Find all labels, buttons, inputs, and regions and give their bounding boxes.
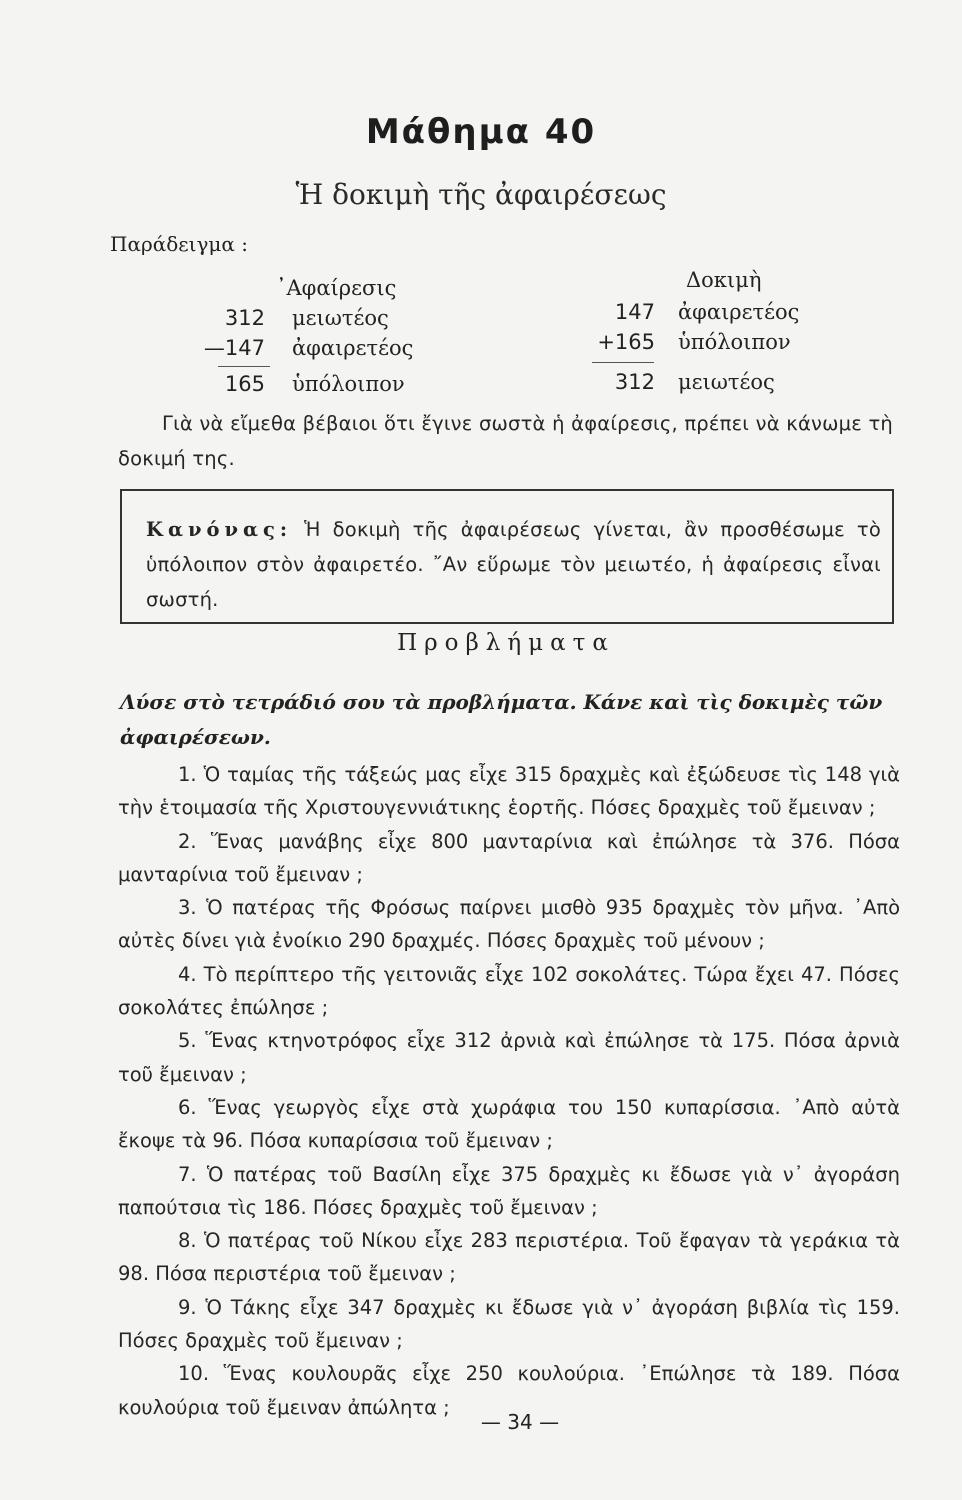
left-row-1-num: 312: [224, 306, 265, 330]
rule-text: Ἡ δοκιμὴ τῆς ἀφαιρέσεως γίνεται, ἂν προσθέσωμε τὸ ὑπόλοιπον στὸν ἀφαιρετέο. ῎Αν εὕρωμε τὸν μειωτέο, ἡ ἀφαίρεσις εἶναι σωστή.: [146, 518, 881, 611]
left-row-3-num: 165: [224, 372, 265, 396]
example-label: Παράδειγμα :: [110, 232, 249, 256]
left-row-2-num: —147: [203, 336, 265, 360]
check-heading: Δοκιμὴ: [686, 268, 762, 292]
left-row-1-word: μειωτέος: [292, 306, 389, 330]
subtraction-heading: ᾿Αφαίρεσις: [276, 276, 397, 300]
right-sum-line: [592, 362, 654, 363]
right-row-3-num: 312: [614, 370, 655, 394]
right-row-1-word: ἀφαιρετέος: [678, 300, 800, 324]
problem-item-8: 8. Ὁ πατέρας τοῦ Νίκου εἶχε 283 περιστέρια. Τοῦ ἔφαγαν τὰ γεράκια τὰ 98. Πόσα περιστέρια τοῦ ἔμειναν ;: [118, 1229, 900, 1286]
page-number: — 34 —: [480, 1410, 560, 1434]
rule-box-bottom-border: [120, 622, 892, 624]
left-sum-line: [218, 366, 270, 367]
problem-item-4: 4. Τὸ περίπτερο τῆς γειτονιᾶς εἶχε 102 σοκολάτες. Τώρα ἔχει 47. Πόσες σοκολάτες ἐπώλησε ;: [118, 962, 900, 1020]
rule-paragraph: [146, 512, 881, 617]
intro-text: Γιὰ νὰ εἴμεθα βέβαιοι ὅτι ἔγινε σωστὰ ἡ ἀφαίρεσις, πρέπει νὰ κάνωμε τὴ δοκιμή της.: [118, 412, 893, 470]
rule-box-top-border: [120, 489, 892, 491]
right-row-3-word: μειωτέος: [678, 370, 775, 394]
right-row-1-num: 147: [614, 300, 655, 324]
lesson-title: Μάθημα 40: [365, 112, 597, 152]
problem-item-1: 1. Ὁ ταμίας τῆς τάξεώς μας εἶχε 315 δραχμὲς καὶ ἐξώδευσε τὶς 148 γιὰ τὴν ἑτοιμασία τῆς Χριστουγεννιάτικης ἑορτῆς. Πόσες δραχμὲς τοῦ ἔμειναν ;: [118, 763, 900, 820]
lesson-subtitle: Ἡ δοκιμὴ τῆς ἀφαιρέσεως: [295, 178, 667, 211]
rule-label: Κανόνας:: [146, 518, 293, 541]
left-row-2-word: ἀφαιρετέος: [292, 336, 414, 360]
problem-item-3: 3. Ὁ πατέρας τῆς Φρόσως παίρνει μισθὸ 935 δραχμὲς τὸν μῆνα. ᾿Απὸ αὐτὲς δίνει γιὰ ἐνοίκιο 290 δραχμές. Πόσες δραχμὲς τοῦ μένουν ;: [118, 896, 900, 953]
problem-item-2: 2. Ἕνας μανάβης εἶχε 800 μανταρίνια καὶ ἐπώλησε τὰ 376. Πόσα μανταρίνια τοῦ ἔμειναν ;: [118, 829, 900, 886]
right-row-2-word: ὑπόλοιπον: [678, 330, 791, 354]
problem-item-10: 10. Ἕνας κουλουρᾶς εἶχε 250 κουλούρια. ᾿Επώλησε τὰ 189. Πόσα κουλούρια τοῦ ἔμειναν ἀπώλητα ;: [118, 1362, 900, 1419]
problem-item-9: 9. Ὁ Τάκης εἶχε 347 δραχμὲς κι ἔδωσε γιὰ ν᾿ ἀγοράση βιβλία τὶς 159. Πόσες δραχμὲς τοῦ ἔμειναν ;: [118, 1295, 900, 1353]
left-row-3-word: ὑπόλοιπον: [292, 372, 405, 396]
problem-list: [118, 758, 900, 1424]
problem-item-7: 7. Ὁ πατέρας τοῦ Βασίλη εἶχε 375 δραχμὲς κι ἔδωσε γιὰ ν᾿ ἀγοράση παπούτσια τὶς 186. Πόσες δραχμὲς τοῦ ἔμειναν ;: [118, 1162, 900, 1219]
problem-item-6: 6. Ἕνας γεωργὸς εἶχε στὰ χωράφια του 150 κυπαρίσσια. ᾿Απὸ αὐτὰ ἔκοψε τὰ 96. Πόσα κυπαρίσσια τοῦ ἔμειναν ;: [118, 1095, 900, 1153]
problems-heading: Προβλήματα: [397, 630, 615, 656]
problems-intro: Λύσε στὸ τετράδιό σου τὰ προβλήματα. Κάνε καὶ τὶς δοκιμὲς τῶν ἀφαιρέσεων.: [120, 690, 883, 749]
problem-item-5: 5. Ἕνας κτηνοτρόφος εἶχε 312 ἀρνιὰ καὶ ἐπώλησε τὰ 175. Πόσα ἀρνιὰ τοῦ ἔμειναν ;: [118, 1029, 900, 1086]
right-row-2-num: +165: [597, 330, 655, 354]
